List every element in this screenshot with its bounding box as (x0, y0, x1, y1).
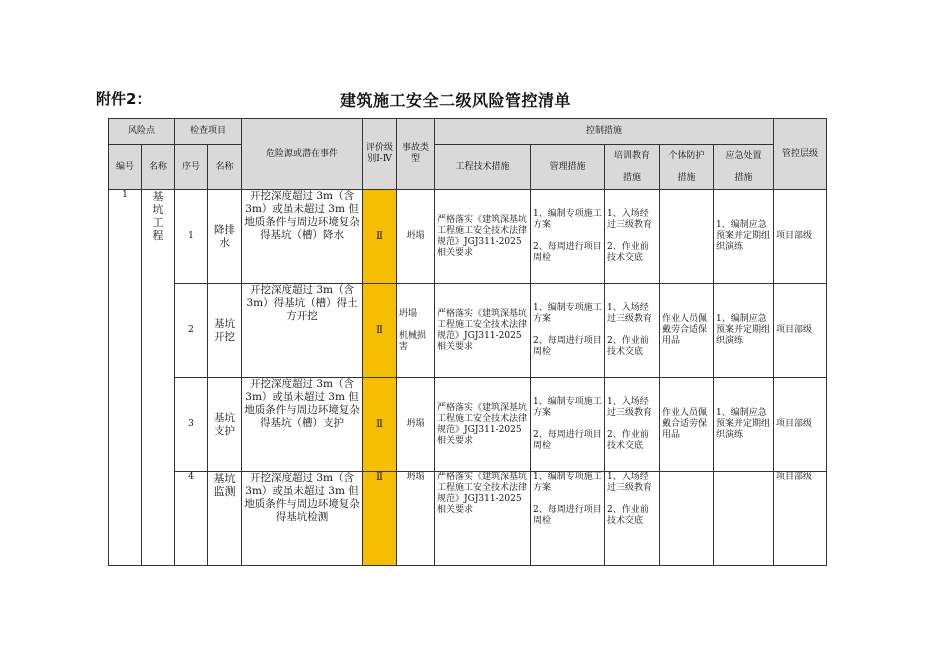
row-engineering: 严格落实《建筑深基坑工程施工安全技术法律规范》JGJ311-2025 相关要求 (435, 190, 531, 284)
header-row-2 (109, 145, 827, 190)
row-rating: Ⅱ (363, 378, 397, 472)
row-item-name: 降排水 (208, 190, 242, 284)
header-engineering: 工程技术措施 (435, 145, 531, 190)
row-rating: Ⅱ (363, 190, 397, 284)
row-item-name: 基坑开挖 (208, 284, 242, 378)
row-training: 1、入场经过三级教育 2、作业前技术交底 (605, 284, 660, 378)
header-ppe: 个体防护 措施 (660, 145, 714, 190)
row-management: 1、编制专项施工方案 2、每周进行项目周检 (531, 190, 605, 284)
row-emergency: 1、编制应急预案并定期组织演练 (714, 284, 774, 378)
row-level: 项目部级 (774, 284, 827, 378)
document-title: 建筑施工安全二级风险管控清单 (340, 91, 572, 110)
row-seq: 4 (175, 472, 208, 566)
row-level: 项目部级 (774, 190, 827, 284)
header-check-item: 检查项目 (175, 119, 242, 145)
row-emergency: 1、编制应急预案并定期组织演练 (714, 378, 774, 472)
header-seq: 序号 (175, 145, 208, 190)
row-training: 1、入场经过三级教育 2、作业前技术交底 (605, 190, 660, 284)
attachment-label: 附件2： (96, 90, 152, 108)
header-risk-point: 风险点 (109, 119, 175, 145)
row-level: 项目部级 (774, 472, 827, 566)
header-control-measures: 控制措施 (435, 119, 774, 145)
header-no: 编号 (109, 145, 142, 190)
header-accident-type: 事故类型 (397, 119, 435, 190)
row-hazard: 开挖深度超过 3m（含 3m）或虽未超过 3m 但地质条件与周边环境复杂得基坑（槽）降水 (242, 190, 363, 284)
header-hazard: 危险源或潜在事件 (242, 119, 363, 190)
header-name: 名称 (142, 145, 175, 190)
row-rating: Ⅱ (363, 472, 397, 566)
risk-point-no: 1 (109, 190, 142, 378)
row-management: 1、编制专项施工方案 2、每周进行项目周检 (531, 472, 605, 566)
row-item-name: 基坑监测 (208, 472, 242, 566)
table-row (109, 378, 827, 472)
row-accident: 坍塌 (397, 472, 435, 566)
row-emergency (714, 472, 774, 566)
row-hazard: 开挖深度超过 3m（含 3m）或虽未超过 3m 但地质条件与周边环境复杂得基坑检测 (242, 472, 363, 566)
header-control-level: 管控层级 (774, 119, 827, 190)
table-row (109, 190, 827, 284)
row-ppe: 作业人员佩戴合适劳保用品 (660, 378, 714, 472)
row-training: 1、入场经过三级教育 2、作业前技术交底 (605, 378, 660, 472)
risk-control-table (108, 118, 827, 566)
row-engineering: 严格落实《建筑深基坑工程施工安全技术法律规范》JGJ311-2025 相关要求 (435, 284, 531, 378)
row-ppe (660, 472, 714, 566)
row-accident: 坍塌 机械损害 (397, 284, 435, 378)
row-ppe: 作业人员佩戴劳合适保用品 (660, 284, 714, 378)
row-emergency: 1、编制应急预案并定期组织演练 (714, 190, 774, 284)
row-seq: 1 (175, 190, 208, 284)
header-rating: 评价级别Ⅰ-Ⅳ (363, 119, 397, 190)
row-hazard: 开挖深度超过 3m（含 3m）得基坑（槽）得土方开挖 (242, 284, 363, 378)
header-management: 管理措施 (531, 145, 605, 190)
row-ppe (660, 190, 714, 284)
row-management: 1、编制专项施工方案 2、每周进行项目周检 (531, 284, 605, 378)
row-training: 1、入场经过三级教育 2、作业前技术交底 (605, 472, 660, 566)
header-emergency: 应急处置 措施 (714, 145, 774, 190)
header-training: 培训教育 措施 (605, 145, 660, 190)
row-seq: 2 (175, 284, 208, 378)
row-seq: 3 (175, 378, 208, 472)
row-rating: Ⅱ (363, 284, 397, 378)
row-management: 1、编制专项施工方案 2、每周进行项目周检 (531, 378, 605, 472)
row-item-name: 基坑支护 (208, 378, 242, 472)
table-row (109, 472, 827, 566)
row-accident: 坍塌 (397, 190, 435, 284)
row-hazard: 开挖深度超过 3m（含 3m）或虽未超过 3m 但地质条件与周边环境复杂得基坑（槽）支护 (242, 378, 363, 472)
header-item-name: 名称 (208, 145, 242, 190)
row-engineering: 严格落实《建筑深基坑工程施工安全技术法律规范》JGJ311-2025 相关要求 (435, 378, 531, 472)
row-level: 项目部级 (774, 378, 827, 472)
table-row (109, 284, 827, 378)
row-accident: 坍塌 (397, 378, 435, 472)
risk-point-name: 基坑工程 (142, 190, 175, 566)
header-row-1 (109, 119, 827, 145)
row-engineering: 严格落实《建筑深基坑工程施工安全技术法律规范》JGJ311-2025 相关要求 (435, 472, 531, 566)
risk-point-no-empty (109, 378, 142, 566)
